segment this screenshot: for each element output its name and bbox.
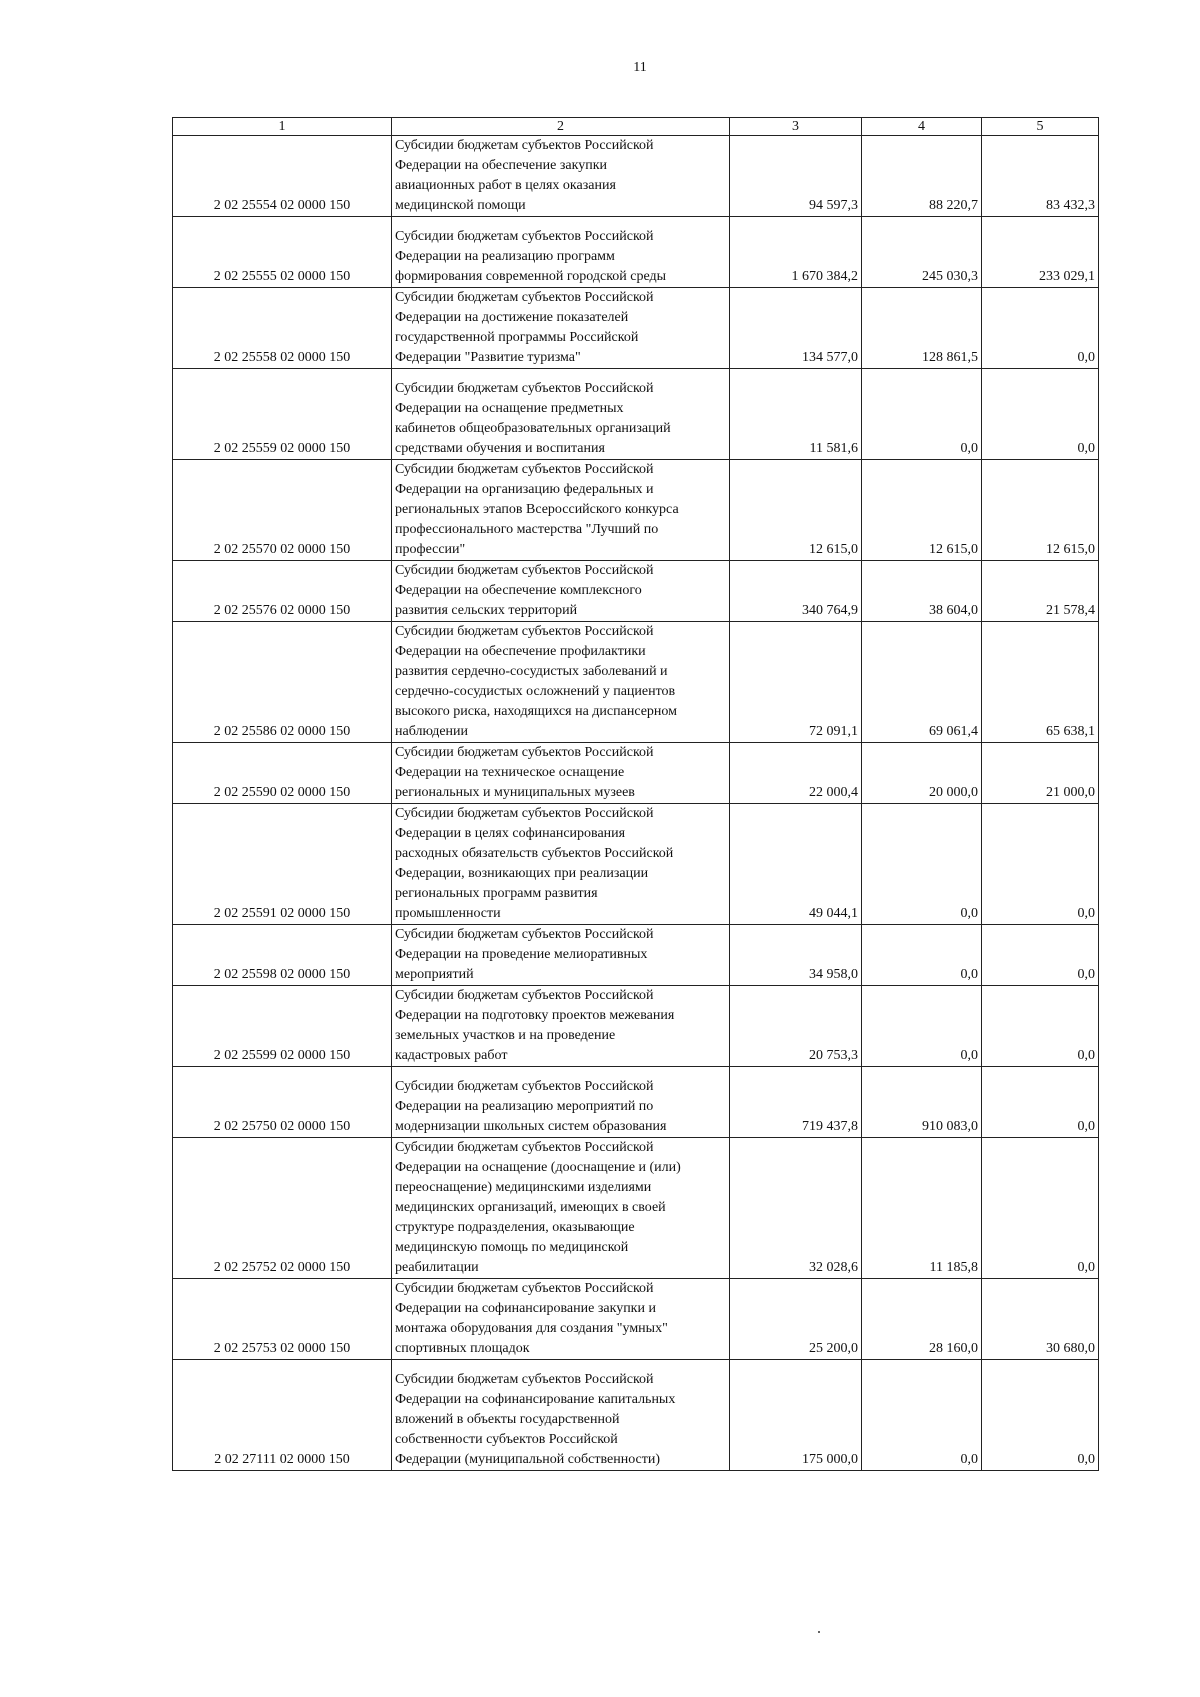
budget-code-cell: 2 02 25750 02 0000 150: [173, 1067, 392, 1138]
description-cell: [392, 561, 730, 622]
scan-speck: [818, 1631, 820, 1633]
description-line: региональных программ развития: [395, 886, 598, 901]
amount-cell-year-1: 49 044,1: [730, 804, 862, 925]
description-line: медицинскую помощь по медицинской: [395, 1240, 629, 1255]
description-line: Федерации на обеспечение закупки: [395, 158, 607, 173]
table-row: [173, 743, 1099, 804]
description-line: Субсидии бюджетам субъектов Российской: [395, 229, 654, 244]
description-line: Федерации "Развитие туризма": [395, 350, 581, 365]
table-row: [173, 1067, 1099, 1138]
description-cell: [392, 136, 730, 217]
description-line: средствами обучения и воспитания: [395, 441, 605, 456]
description-line: Федерации на реализацию мероприятий по: [395, 1099, 654, 1114]
budget-code-cell: 2 02 25599 02 0000 150: [173, 986, 392, 1067]
description-line: формирования современной городской среды: [395, 269, 667, 284]
amount-cell-year-2: 69 061,4: [862, 622, 982, 743]
amount-cell-year-3: 0,0: [982, 804, 1099, 925]
amount-cell-year-1: 134 577,0: [730, 288, 862, 369]
description-line: Федерации на оснащение предметных: [395, 401, 624, 416]
description-line: промышленности: [395, 906, 501, 921]
amount-cell-year-3: 0,0: [982, 1138, 1099, 1279]
description-line: наблюдении: [395, 724, 469, 739]
row-spacer: [395, 1360, 726, 1370]
description-cell: [392, 925, 730, 986]
header-col-3: 3: [730, 118, 862, 136]
budget-code-cell: 2 02 25559 02 0000 150: [173, 369, 392, 460]
amount-cell-year-2: 245 030,3: [862, 217, 982, 288]
budget-code-cell: 2 02 25590 02 0000 150: [173, 743, 392, 804]
description-cell: [392, 986, 730, 1067]
description-line: Федерации (муниципальной собственности): [395, 1452, 661, 1467]
amount-cell-year-2: 0,0: [862, 925, 982, 986]
description-line: структуре подразделения, оказывающие: [395, 1220, 635, 1235]
description-line: медицинской помощи: [395, 198, 526, 213]
amount-cell-year-2: 910 083,0: [862, 1067, 982, 1138]
description-line: государственной программы Российской: [395, 330, 639, 345]
amount-cell-year-3: 0,0: [982, 1067, 1099, 1138]
table-row: [173, 217, 1099, 288]
table-row: [173, 622, 1099, 743]
header-col-5: 5: [982, 118, 1099, 136]
amount-cell-year-1: 20 753,3: [730, 986, 862, 1067]
header-col-1: 1: [173, 118, 392, 136]
budget-code-cell: 2 02 25598 02 0000 150: [173, 925, 392, 986]
budget-code-cell: 2 02 25558 02 0000 150: [173, 288, 392, 369]
description-cell: [392, 217, 730, 288]
description-line: сердечно-сосудистых осложнений у пациентов: [395, 684, 676, 699]
amount-cell-year-3: 30 680,0: [982, 1279, 1099, 1360]
amount-cell-year-3: 21 578,4: [982, 561, 1099, 622]
description-line: Субсидии бюджетам субъектов Российской: [395, 1079, 654, 1094]
budget-code-cell: 2 02 25570 02 0000 150: [173, 460, 392, 561]
description-cell: [392, 1138, 730, 1279]
amount-cell-year-2: 0,0: [862, 804, 982, 925]
description-line: Субсидии бюджетам субъектов Российской: [395, 624, 654, 639]
description-line: Федерации на проведение мелиоративных: [395, 947, 648, 962]
table-row: [173, 1138, 1099, 1279]
row-spacer: [395, 217, 726, 227]
amount-cell-year-3: 83 432,3: [982, 136, 1099, 217]
page-number: 11: [633, 60, 647, 75]
description-line: медицинских организаций, имеющих в своей: [395, 1200, 666, 1215]
description-line: Федерации на обеспечение профилактики: [395, 644, 646, 659]
description-cell: [392, 369, 730, 460]
amount-cell-year-2: 88 220,7: [862, 136, 982, 217]
description-cell: [392, 1360, 730, 1471]
description-line: авиационных работ в целях оказания: [395, 178, 616, 193]
description-line: Субсидии бюджетам субъектов Российской: [395, 1372, 654, 1387]
amount-cell-year-2: 0,0: [862, 369, 982, 460]
description-line: Федерации на техническое оснащение: [395, 765, 625, 780]
amount-cell-year-2: 12 615,0: [862, 460, 982, 561]
budget-code-cell: 2 02 25752 02 0000 150: [173, 1138, 392, 1279]
description-line: Субсидии бюджетам субъектов Российской: [395, 988, 654, 1003]
description-line: Федерации на обеспечение комплексного: [395, 583, 642, 598]
description-line: развития сердечно-сосудистых заболеваний и: [395, 664, 668, 679]
description-cell: [392, 804, 730, 925]
budget-code-cell: 2 02 25586 02 0000 150: [173, 622, 392, 743]
table-row: [173, 369, 1099, 460]
description-cell: [392, 460, 730, 561]
description-line: Федерации на реализацию программ: [395, 249, 615, 264]
amount-cell-year-2: 128 861,5: [862, 288, 982, 369]
header-col-2: 2: [392, 118, 730, 136]
amount-cell-year-1: 32 028,6: [730, 1138, 862, 1279]
header-col-4: 4: [862, 118, 982, 136]
amount-cell-year-3: 65 638,1: [982, 622, 1099, 743]
description-line: монтажа оборудования для создания "умных": [395, 1321, 668, 1336]
amount-cell-year-3: 0,0: [982, 369, 1099, 460]
amount-cell-year-3: 21 000,0: [982, 743, 1099, 804]
description-line: развития сельских территорий: [395, 603, 578, 618]
amount-cell-year-1: 12 615,0: [730, 460, 862, 561]
amount-cell-year-3: 233 029,1: [982, 217, 1099, 288]
amount-cell-year-2: 0,0: [862, 986, 982, 1067]
amount-cell-year-3: 12 615,0: [982, 460, 1099, 561]
table-row: [173, 804, 1099, 925]
description-line: Федерации на софинансирование закупки и: [395, 1301, 656, 1316]
description-line: Субсидии бюджетам субъектов Российской: [395, 138, 654, 153]
description-line: реабилитации: [395, 1260, 479, 1275]
amount-cell-year-1: 34 958,0: [730, 925, 862, 986]
description-line: Федерации на подготовку проектов межевания: [395, 1008, 675, 1023]
amount-cell-year-1: 22 000,4: [730, 743, 862, 804]
amount-cell-year-3: 0,0: [982, 288, 1099, 369]
description-line: кабинетов общеобразовательных организаций: [395, 421, 671, 436]
amount-cell-year-3: 0,0: [982, 925, 1099, 986]
table-row: [173, 925, 1099, 986]
amount-cell-year-2: 38 604,0: [862, 561, 982, 622]
description-line: мероприятий: [395, 967, 474, 982]
description-line: Субсидии бюджетам субъектов Российской: [395, 462, 654, 477]
description-line: Федерации на софинансирование капитальных: [395, 1392, 676, 1407]
table-row: [173, 1360, 1099, 1471]
description-line: высокого риска, находящихся на диспансерном: [395, 704, 677, 719]
description-cell: [392, 288, 730, 369]
amount-cell-year-1: 1 670 384,2: [730, 217, 862, 288]
description-line: Федерации в целях софинансирования: [395, 826, 626, 841]
description-line: спортивных площадок: [395, 1341, 530, 1356]
table-row: [173, 136, 1099, 217]
amount-cell-year-1: 719 437,8: [730, 1067, 862, 1138]
budget-code-cell: 2 02 25555 02 0000 150: [173, 217, 392, 288]
description-line: Субсидии бюджетам субъектов Российской: [395, 806, 654, 821]
budget-table: [172, 117, 1099, 1471]
description-line: Субсидии бюджетам субъектов Российской: [395, 381, 654, 396]
description-line: вложений в объекты государственной: [395, 1412, 620, 1427]
description-cell: [392, 1067, 730, 1138]
amount-cell-year-3: 0,0: [982, 1360, 1099, 1471]
amount-cell-year-2: 20 000,0: [862, 743, 982, 804]
table-row: [173, 460, 1099, 561]
description-line: земельных участков и на проведение: [395, 1028, 616, 1043]
table-row: [173, 1279, 1099, 1360]
row-spacer: [395, 1067, 726, 1077]
table-row: [173, 288, 1099, 369]
description-cell: [392, 743, 730, 804]
description-line: Субсидии бюджетам субъектов Российской: [395, 1281, 654, 1296]
description-cell: [392, 622, 730, 743]
description-line: региональных и муниципальных музеев: [395, 785, 635, 800]
amount-cell-year-1: 175 000,0: [730, 1360, 862, 1471]
table-header-row: [173, 118, 1099, 136]
amount-cell-year-2: 11 185,8: [862, 1138, 982, 1279]
description-line: собственности субъектов Российской: [395, 1432, 618, 1447]
amount-cell-year-3: 0,0: [982, 986, 1099, 1067]
amount-cell-year-2: 28 160,0: [862, 1279, 982, 1360]
amount-cell-year-1: 340 764,9: [730, 561, 862, 622]
table-row: [173, 986, 1099, 1067]
description-line: Субсидии бюджетам субъектов Российской: [395, 927, 654, 942]
budget-code-cell: 2 02 25576 02 0000 150: [173, 561, 392, 622]
description-line: профессионального мастерства "Лучший по: [395, 522, 659, 537]
table-row: [173, 561, 1099, 622]
description-line: Федерации на оснащение (дооснащение и (или): [395, 1160, 681, 1175]
row-spacer: [395, 369, 726, 379]
budget-code-cell: 2 02 25554 02 0000 150: [173, 136, 392, 217]
description-line: переоснащение) медицинскими изделиями: [395, 1180, 652, 1195]
description-line: Субсидии бюджетам субъектов Российской: [395, 745, 654, 760]
description-line: Субсидии бюджетам субъектов Российской: [395, 290, 654, 305]
description-line: профессии": [395, 542, 466, 557]
amount-cell-year-1: 25 200,0: [730, 1279, 862, 1360]
amount-cell-year-1: 94 597,3: [730, 136, 862, 217]
amount-cell-year-2: 0,0: [862, 1360, 982, 1471]
budget-code-cell: 2 02 25591 02 0000 150: [173, 804, 392, 925]
budget-code-cell: 2 02 25753 02 0000 150: [173, 1279, 392, 1360]
description-line: Федерации, возникающих при реализации: [395, 866, 649, 881]
description-line: Федерации на достижение показателей: [395, 310, 629, 325]
table-body: [173, 136, 1099, 1471]
description-cell: [392, 1279, 730, 1360]
budget-code-cell: 2 02 27111 02 0000 150: [173, 1360, 392, 1471]
description-line: расходных обязательств субъектов Российской: [395, 846, 674, 861]
description-line: модернизации школьных систем образования: [395, 1119, 667, 1134]
description-line: Субсидии бюджетам субъектов Российской: [395, 563, 654, 578]
description-line: кадастровых работ: [395, 1048, 508, 1063]
amount-cell-year-1: 72 091,1: [730, 622, 862, 743]
description-line: Федерации на организацию федеральных и: [395, 482, 654, 497]
amount-cell-year-1: 11 581,6: [730, 369, 862, 460]
description-line: региональных этапов Всероссийского конкурса: [395, 502, 679, 517]
description-line: Субсидии бюджетам субъектов Российской: [395, 1140, 654, 1155]
